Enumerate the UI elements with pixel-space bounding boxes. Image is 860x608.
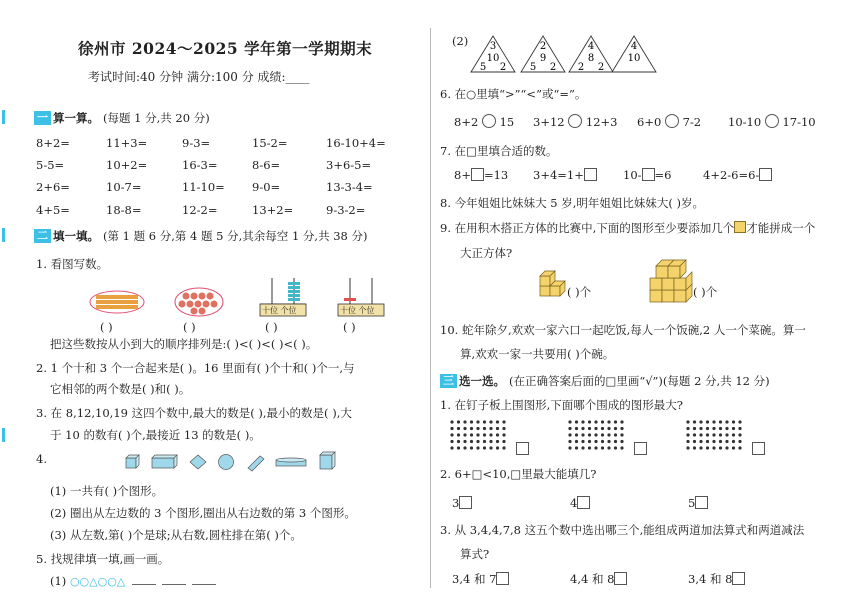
answer-blank: ( )个 [693,285,718,299]
question-2-5: 5. 找规律填一填,画一画。 [36,552,170,566]
exam-info: 考试时间:40 分钟 满分:100 分 成绩:____ [88,70,310,84]
calc-item: 10+2= [106,158,148,172]
peg-board [450,420,505,449]
question-2-4: 4. [36,452,47,466]
peg-board [686,420,741,449]
compare-1: 8+2 15 [454,115,515,129]
calc-item: 11-10= [182,180,225,194]
exam-title: 徐州市 2024～2025 学年第一学期期末 [78,39,373,58]
calc-item: 2+6= [36,180,70,194]
abacus-label: 十位 个位 [340,306,375,315]
section-name: 选一选。 [459,374,505,388]
fill-3: 10- =6 [623,168,672,182]
answer-blank: ( )个 [567,285,592,299]
question-2-3a: 3. 在 8,12,10,19 这四个数中,最大的数是( ),最小的数是( ),大 [36,406,352,420]
calc-item: 16-3= [182,158,218,172]
option-b: 4,4 和 8 [570,571,627,587]
question-3-3a: 3. 从 3,4,4,7,8 这五个数中选出哪三个,能组成两道加法算式和两道减法 [440,523,805,537]
choice-box[interactable] [459,496,472,509]
answer-blank: ( ) [100,320,113,334]
question-2-3b: 于 10 的数有( )个,最接近 13 的数是( )。 [50,428,261,442]
question-2-9b: 大正方体? [460,246,513,260]
question-3-2: 2. 6+□<10,□里最大能填几? [440,467,597,481]
question-2-8: 8. 今年姐姐比妹妹大 5 岁,明年姐姐比妹妹大( )岁。 [440,196,705,210]
option-a: 3,4 和 7 [452,571,509,587]
pattern-blank [162,584,186,585]
section-name: 填一填。 [53,229,99,243]
question-2-4-2: (2) 圈出从左边数的 3 个图形,圈出从右边数的第 3 个图形。 [50,506,356,520]
calc-item: 3+6-5= [326,158,372,172]
triangle-number: 10 [627,53,641,64]
section-note: (在正确答案后面的□里画“√”)(每题 2 分,共 12 分) [509,374,770,388]
choice-box[interactable] [577,496,590,509]
question-2-10b: 算,欢欢一家一共要用( )个碗。 [460,347,615,361]
question-2-5-1 [50,574,219,588]
section-note: (每题 1 分,共 20 分) [103,111,210,125]
fill-1: 8+ =13 [454,168,509,182]
choice-box[interactable] [634,442,647,456]
choice-box[interactable] [752,442,765,456]
question-2-4-3: (3) 从左数,第( )个是球;从右数,圆柱排在第( )个。 [50,528,302,542]
question-2-4-1: (1) 一共有( )个图形。 [50,484,164,498]
section-badge: 二 [34,229,51,243]
question-2-2b: 它相邻的两个数是( )和( )。 [50,382,191,396]
option-c: 5 [688,496,708,510]
triangle-number: 2 [597,62,605,73]
abacus-label: 十位 个位 [262,306,297,315]
option-b: 4 [570,496,590,510]
triangle-number: 5 [479,62,487,73]
pattern-blank [132,584,156,585]
sub-label: (1) [50,574,67,588]
peg-board [568,420,623,449]
question-2-7: 7. 在□里填合适的数。 [440,144,558,158]
pattern-blank [192,584,216,585]
question-2-10a: 10. 蛇年除夕,欢欢一家六口一起吃饭,每人一个饭碗,2 人一个菜碗。算一 [440,323,806,337]
calc-item: 9-0= [252,180,281,194]
triangle-number: 8 [587,53,595,64]
choice-box[interactable] [614,572,627,585]
triangle-number: 4 [630,41,638,52]
triangle-number: 2 [499,62,507,73]
calc-item: 12-2= [182,203,218,217]
calc-item: 4+5= [36,203,70,217]
calc-item: 8+2= [36,136,70,150]
calc-item: 8-6= [252,158,281,172]
triangle-number: 2 [539,41,547,52]
calc-item: 10-7= [106,180,142,194]
triangle-number: 4 [587,41,595,52]
question-2-1-order: 把这些数按从小到大的顺序排列是:( )<( )<( )<( )。 [50,337,318,351]
triangle-number: 3 [489,41,497,52]
section-badge: 一 [34,111,51,125]
question-2-6: 6. 在○里填“>”“<”或“=”。 [440,87,587,101]
compare-4: 10-10 17-10 [728,115,816,129]
calc-item: 13-3-4= [326,180,373,194]
answer-blank: ( ) [265,320,278,334]
choice-box[interactable] [732,572,745,585]
calc-item: 9-3-2= [326,203,366,217]
question-2-1: 1. 看图写数。 [36,257,109,271]
option-a: 3 [452,496,472,510]
calc-item: 13+2= [252,203,294,217]
choice-box[interactable] [496,572,509,585]
section-note: (第 1 题 6 分,第 4 题 5 分,其余每空 1 分,共 38 分) [103,229,368,243]
question-3-1: 1. 在钉子板上围图形,下面哪个围成的图形最大? [440,398,683,412]
question-3-3b: 算式? [460,547,490,561]
calc-item: 18-8= [106,203,142,217]
calc-item: 5-5= [36,158,65,172]
fill-4: 4+2-6=6- [703,168,772,182]
calc-item: 11+3= [106,136,148,150]
shape-pattern: ○○△○○△ [69,575,126,588]
section-badge: 三 [440,374,457,388]
calc-item: 16-10+4= [326,136,386,150]
choice-box[interactable] [695,496,708,509]
fill-2: 3+4=1+ [533,168,597,182]
triangle-number: 10 [486,53,500,64]
compare-2: 3+12 12+3 [533,115,618,129]
question-2-5-2: (2) [452,34,469,48]
calc-item: 9-3= [182,136,211,150]
section-name: 算一算。 [53,111,99,125]
option-c: 3,4 和 8 [688,571,745,587]
question-2-2a: 2. 1 个十和 3 个一合起来是( )。16 里面有( )个十和( )个一,与 [36,361,355,375]
triangle-number: 5 [529,62,537,73]
triangle-number: 9 [539,53,547,64]
triangle-number: 2 [577,62,585,73]
triangle-number: 2 [549,62,557,73]
choice-box[interactable] [516,442,529,456]
calc-item: 15-2= [252,136,288,150]
question-2-9a: 9. 在用积木搭正方体的比赛中,下面的图形至少要添加几个 才能拼成一个 [440,221,816,235]
answer-blank: ( ) [343,320,356,334]
compare-3: 6+0 7-2 [637,115,702,129]
answer-blank: ( ) [183,320,196,334]
